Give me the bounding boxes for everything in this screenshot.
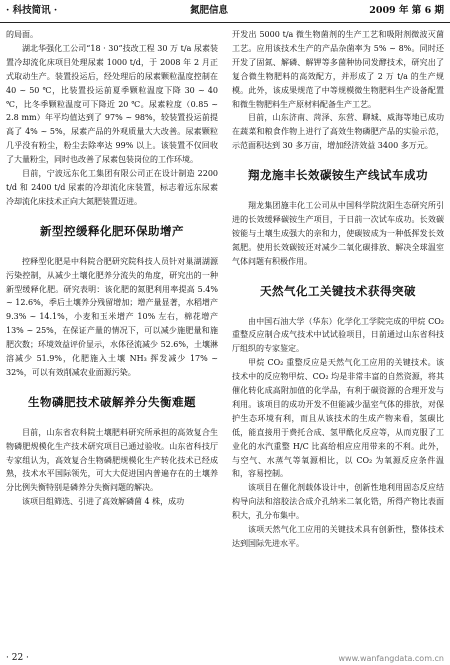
left-column (6, 28, 218, 509)
paragraph: 目前，宁波远东化工集团有限公司正在设计制造 2200 t/d 和 2400 t/d 尿素的冷却流化床装置，标志着远东尿素冷却流化床技术正向大氮肥装置迈进。 (6, 169, 218, 206)
paragraph: 该项天然气化工应用的关键技术具有创新性，整体技术达到国际先进水平。 (232, 525, 444, 548)
paragraph: 开发出 5000 t/a 微生物菌剂的生产工艺和吸附剂微波灭菌工艺。应用该技术生产的产品杂菌率为 5% ~ 8%。同时还开发了固氮、解磷、解钾等多菌种协同发酵技术，研究出了复合微生物肥料的高效配方，并形成了 2 万 t/a 的生产规模。此外，该成果规范了中等规模微生物肥料生产设备配置和微生物肥料生产原材料配备生产工艺。 (232, 30, 444, 109)
paragraph: 由中国石油大学（华东）化学化工学院完成的甲烷 CO₂ 重整反应制合成气技术中试试验项目，日前通过山东省科技厅组织的专家鉴定。 (232, 316, 444, 354)
article-headline: 新型控缓释化肥环保助增产 (40, 223, 184, 238)
article-headline: 生物磷肥技术破解养分失衡难题 (28, 394, 196, 409)
watermark: www.wanfangdata.com.cn (338, 654, 444, 663)
journal-title: 氮肥信息 (190, 5, 229, 16)
paragraph: 该项目组筛选、引进了高效解磷菌 4 株，成功 (22, 497, 185, 507)
article-headline: 翔龙施丰长效碳铵生产线试车成功 (248, 168, 428, 183)
paragraph: 目前，山东济南、菏泽、东营、聊城、威海等地已成功在蔬菜和粮食作物上进行了高效生物磷肥产品的实验示范，示范面积达到 30 多万亩，增加经济效益 3400 多万元。 (232, 113, 444, 151)
issue-label: 2009 年 第 6 期 (369, 5, 444, 16)
paragraph: 甲烷 CO₂ 重整反应是天然气化工应用的关键技术。该技术中的反应物甲烷、CO₂ 均是非常丰富的自然资源，将其催化转化成高附加值的化学品，有利于碳资源的合理开发与利用。该项目的成功开发不但能减少温室气体的排放，对保护生态环境有利，而且从该技术的生成产物来看，氢碳比低，能直接用于费托合成、氢甲酰化反应等，从而克服了工业化的水汽重整 H/C 比高给相应应用带来的不利。此外，与空气、水蒸气等氧源相比，以 CO₂ 为氧源反应条件温和，容易控制。 (232, 358, 444, 479)
article-headline: 天然气化工关键技术获得突破 (260, 283, 416, 298)
paragraph: 湖北华强化工公司“18 · 30”技改工程 30 万 t/a 尿素装置冷却流化床项目处理尿素 1000 t/d，于 2008 年 2 月正式取动生产。装置投运后，经处理后的尿素颗粒温度控制在 40 ~ 50 ℃，比装置投运前夏季颗粒温度下降 30 ~ 40 ℃，比冬季颗粒温度可下降近 20 ℃。尿素粒度（0.85 ~ 2.8 mm）年平均值达到了 97% ~ 98%，较装置投运前提高了 4% ~ 5%，尿素产品的外观质量大大改善。尿素颗粒几乎没有粉尘，粉尘去除率达 99% 以上。该装置不仅回收了大量粉尘，同时也改善了尿素包装岗位的工作环境。 (6, 43, 218, 165)
page-number: · 22 · (6, 653, 29, 663)
paragraph: 该项目在催化剂载体设计中，创新性地利用固态反应结构导向法和溶胶法合成介孔纳米二氧化锆，所得产物比表面积大，孔分布集中。 (232, 483, 444, 521)
page-header (0, 0, 450, 23)
paragraph: 翔龙集团施丰化工公司从中国科学院沈阳生态研究所引进的长效缓释碳铵生产项目，于日前一次试车成功。长效碳铵能与土壤生成强大的亲和力，使碳铵成为一种低挥发长效氮肥。使用长效碳铵还对减少二氧化碳排放、解决全球温室气体问题有积极作用。 (232, 201, 444, 266)
right-column (232, 28, 444, 551)
paragraph: 目前，山东省农科院土壤肥料研究所承担的高效复合生物磷肥规模化生产技术研究项目已通过验收。山东省科技厅专家组认为，高效复合生物磷肥规模化生产转化技术已经成熟，技术水平国际领先，可大大促进国内普遍存在的土壤养分比例失衡特别是磷养分失衡问题的解决。 (6, 427, 218, 493)
section-label: · 科技简讯 · (6, 5, 58, 16)
paragraph: 的局面。 (6, 30, 38, 39)
paragraph: 控释型化肥是中科院合肥研究院科技人员针对巢湖湖源污染控制，从减少土壤化肥养分流失的角度，研究出的一种新型缓释化肥。研究表明：该化肥的氮肥利用率提高 5.4% ~ 12.6%，季后土壤养分残留增加；增产量显著，水稻增产 9.3% ~ 14.1%，小麦和玉米增产 10% 左右，棉花增产 13% ~ 25%，在保证产量的情况下，可以减少施肥量和施肥次数；环境效益评价显示，水体径流减少 52.6%，土壤淋溶减少 51.9%，化肥施入土壤 NH₃ 挥发减少 17% ~ 32%，可以有效削减农业面源污染。 (6, 256, 218, 377)
